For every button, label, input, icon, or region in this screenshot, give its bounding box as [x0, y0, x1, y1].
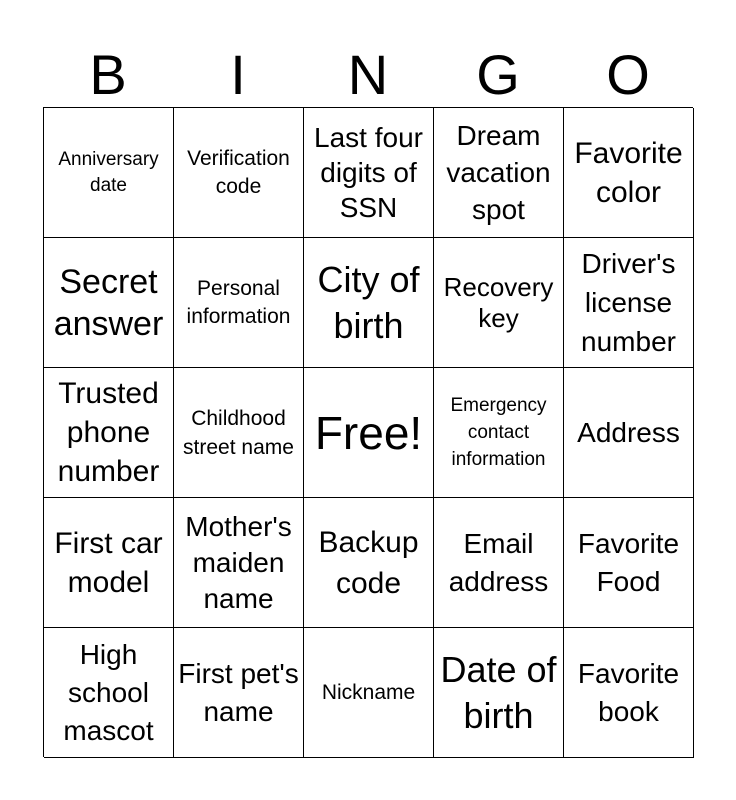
bingo-cell[interactable] [44, 238, 174, 368]
cell-text: Backup code [318, 525, 419, 600]
bingo-cell[interactable] [434, 368, 564, 498]
header-letter-o: O [606, 43, 650, 106]
bingo-cell[interactable] [564, 238, 694, 368]
cell-text: Secret answer [53, 262, 164, 343]
bingo-cell[interactable] [304, 238, 434, 368]
cell-text: Anniversary date [58, 148, 159, 196]
bingo-cell[interactable] [434, 628, 564, 758]
header-letter-g: G [476, 43, 520, 106]
bingo-cell[interactable] [564, 108, 694, 238]
cell-text: Personal information [186, 276, 291, 328]
bingo-grid [43, 107, 693, 757]
bingo-cell[interactable] [564, 498, 694, 628]
cell-text: Email address [448, 527, 549, 597]
bingo-header [43, 44, 693, 106]
cell-text: High school mascot [63, 638, 154, 746]
cell-text: Emergency contact information [450, 395, 547, 470]
bingo-cell[interactable] [174, 498, 304, 628]
bingo-cell[interactable] [174, 628, 304, 758]
cell-text: Childhood street name [183, 406, 294, 459]
header-letter-i: I [230, 43, 246, 106]
bingo-cell[interactable] [44, 628, 174, 758]
bingo-cell[interactable] [44, 498, 174, 628]
bingo-cell[interactable] [304, 108, 434, 238]
bingo-cell[interactable] [434, 238, 564, 368]
cell-text: Free! [314, 406, 423, 459]
cell-text: Nickname [321, 680, 416, 704]
cell-text: First pet's name [178, 657, 299, 727]
cell-text: Favorite Food [577, 527, 680, 597]
bingo-cell[interactable] [44, 368, 174, 498]
cell-text: Last four digits of SSN [314, 122, 423, 223]
bingo-cell[interactable] [564, 368, 694, 498]
bingo-cell[interactable] [174, 238, 304, 368]
bingo-cell[interactable] [44, 108, 174, 238]
header-letter-n: N [347, 43, 389, 106]
bingo-cell[interactable] [304, 368, 434, 498]
cell-text: Mother's maiden name [185, 510, 292, 614]
cell-text: City of birth [317, 258, 420, 346]
cell-text: Recovery key [443, 271, 554, 333]
bingo-cell[interactable] [174, 368, 304, 498]
cell-text: Favorite color [574, 136, 683, 209]
bingo-cell[interactable] [304, 628, 434, 758]
cell-text: Favorite book [577, 657, 680, 727]
bingo-cell[interactable] [434, 498, 564, 628]
cell-text: Dream vacation spot [446, 120, 551, 225]
cell-text: Trusted phone number [57, 377, 160, 488]
header-letter-b: B [89, 43, 127, 106]
bingo-cell[interactable] [564, 628, 694, 758]
bingo-cell[interactable] [174, 108, 304, 238]
cell-text: Verification code [187, 146, 290, 198]
bingo-cell[interactable] [304, 498, 434, 628]
cell-text: Driver's license number [581, 248, 676, 357]
cell-text: Address [577, 416, 680, 448]
cell-text: Date of birth [440, 648, 557, 736]
bingo-cell[interactable] [434, 108, 564, 238]
cell-text: First car model [54, 526, 163, 599]
